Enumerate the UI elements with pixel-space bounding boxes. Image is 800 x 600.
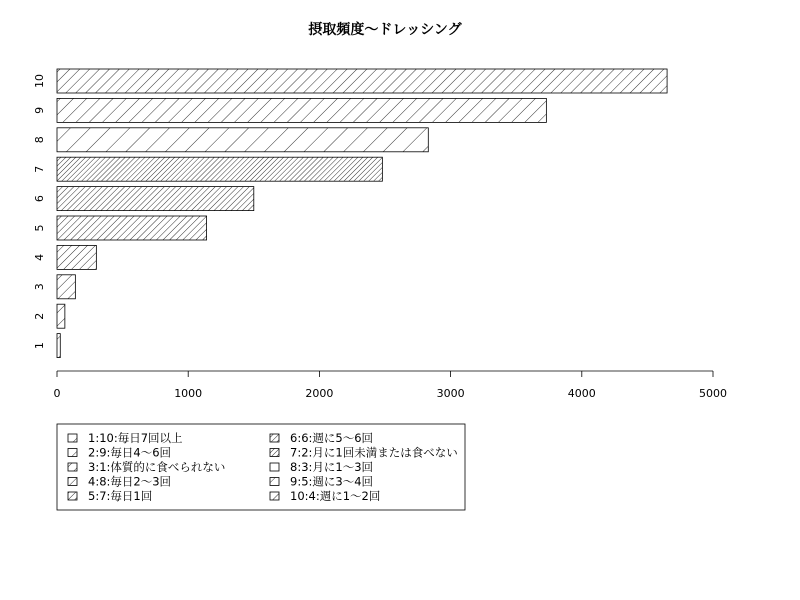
bar-8 (57, 128, 428, 152)
legend-swatch (68, 449, 77, 457)
legend-swatch (270, 449, 279, 457)
legend-swatch (68, 434, 77, 442)
bar-5 (57, 216, 207, 240)
legend (57, 424, 465, 510)
x-tick-label: 4000 (567, 387, 596, 400)
bar-2 (57, 304, 65, 328)
legend-label: 7:2:月に1回未満または食べない (290, 445, 458, 460)
legend-swatch (270, 478, 279, 486)
legend-label: 9:5:週に3〜4回 (290, 474, 374, 489)
bar-9 (57, 98, 546, 122)
y-axis-tick-labels (33, 74, 46, 349)
bar-7 (57, 157, 382, 181)
legend-swatch (68, 478, 77, 486)
legend-label: 10:4:週に1〜2回 (290, 489, 381, 503)
legend-label: 4:8:毎日2〜3回 (88, 474, 172, 489)
y-tick-label: 8 (33, 136, 46, 144)
bar-1 (57, 334, 60, 358)
x-tick-label: 3000 (436, 387, 465, 400)
y-tick-label: 1 (33, 342, 46, 350)
bar-6 (57, 187, 254, 211)
y-tick-label: 2 (33, 312, 46, 320)
legend-label: 2:9:毎日4〜6回 (88, 445, 172, 460)
legend-swatch (270, 434, 279, 442)
x-tick-label: 5000 (699, 387, 727, 400)
legend-swatch (68, 463, 77, 471)
legend-label: 1:10:毎日7回以上 (88, 431, 183, 445)
y-tick-label: 3 (33, 283, 46, 291)
legend-swatch (68, 492, 77, 500)
legend-label: 5:7:毎日1回 (88, 489, 153, 503)
x-tick-label: 1000 (174, 387, 203, 400)
legend-label: 6:6:週に5〜6回 (290, 431, 374, 445)
bar-3 (57, 275, 75, 299)
bar-4 (57, 245, 96, 269)
bar-10 (57, 69, 667, 93)
legend-label: 3:1:体質的に食べられない (88, 460, 226, 474)
y-tick-label: 9 (33, 106, 46, 114)
bars-group (57, 69, 667, 358)
y-tick-label: 5 (33, 224, 46, 232)
legend-swatch (270, 463, 279, 471)
y-tick-label: 4 (33, 253, 46, 261)
x-tick-label: 0 (53, 387, 61, 400)
y-tick-label: 6 (33, 195, 46, 203)
legend-swatch (270, 492, 279, 500)
x-axis (54, 371, 728, 400)
y-tick-label: 7 (33, 165, 46, 173)
chart-title: 摂取頻度〜ドレッシング (308, 22, 462, 38)
x-tick-label: 2000 (305, 387, 334, 400)
legend-label: 8:3:月に1〜3回 (290, 460, 374, 474)
y-tick-label: 10 (33, 74, 46, 88)
